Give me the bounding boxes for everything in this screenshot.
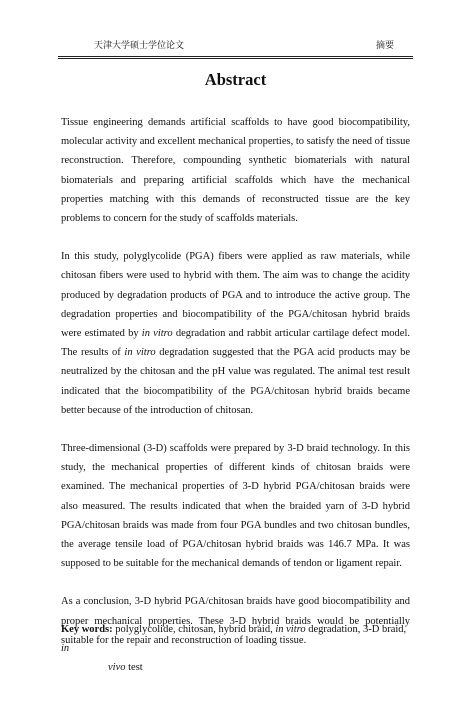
keywords-line-2 [61, 658, 410, 677]
paragraph-2-italic-b: in vitro [124, 347, 156, 359]
header-thesis-title: 天津大学硕士学位论文 [94, 41, 185, 51]
keywords-italic-1: in vitro [275, 624, 306, 635]
running-header [94, 38, 394, 51]
paragraph-4-text: As a conclusion, 3-D hybrid PGA/chitosan braids have good biocompatibility and proper mechanical properties. These 3-D hybrid braids would be potentially suitable for the repair and reconstruction of loading tissue. [61, 596, 410, 646]
paragraph-1-text: Tissue engineering demands artificial scaffolds to have good biocompatibility, molecular activity and excellent mechanical properties, to satisfy the need of tissue reconstruction. Therefore, compounding synthetic biomaterials with natural biomaterials and preparing artificial scaffolds which have the mechanical properties matching with this demands of reconstructed tissue are the key problems to concern for the study of scaffolds materials. [61, 117, 410, 225]
page-title: Abstract [204, 70, 267, 89]
keywords-italic-2: in [61, 643, 70, 655]
keywords-label: Key words: [61, 624, 113, 635]
paragraph-2-text-e: degradation suggested that the PGA acid products may be neutralized by the chitosan and the pH value was regulated. The animal test result indicated that the biocompatibility of the PGA/chitosan hybrid braids became better because of the introduction of chitosan. [61, 347, 410, 416]
header-rule [58, 56, 413, 59]
paragraph-2-text-a: In this study, polyglycolide (PGA) fibers were applied as raw materials, while chitosan fibers were used to hybrid with them. The aim was to change the acidity produced by degradation products of PGA and to introduce the active group. The degradation properties and biocompatibility of the PGA/chitosan hybrid braids were estimated by [61, 251, 410, 340]
paragraph-1 [61, 113, 410, 228]
keywords-italic-3: vivo [108, 662, 126, 674]
paragraph-2 [61, 247, 410, 420]
keywords-text-1: polyglycolide, chitosan, hybrid braid, [112, 624, 276, 635]
keywords-text-2: degradation, 3-D braid, [305, 624, 407, 635]
keywords [61, 620, 410, 678]
header-section-name: 摘要 [375, 41, 394, 51]
keywords-line-1 [61, 620, 410, 658]
paragraph-3-text: Three-dimensional (3-D) scaffolds were prepared by 3-D braid technology. In this study, the mechanical properties of different kinds of chitosan braids were examined. The mechanical properties of 3-D hybrid PGA/chitosan braids were also measured. The results indicated that when the braided yarn of 3-D hybrid PGA/chitosan braids was made from four PGA bundles and two chitosan bundles, the average tensile load of PGA/chitosan hybrid braids was 146.7 MPa. It was supposed to be suitable for the mechanical demands of tendon or ligament repair. [61, 443, 410, 570]
paragraph-3 [61, 439, 410, 573]
paragraph-2-italic-a: in vitro [141, 328, 173, 340]
keywords-text-3: test [125, 662, 143, 674]
paragraph-2-text-c: degradation and rabbit articular cartilage defect model. The results of [61, 328, 410, 359]
abstract-body [61, 113, 410, 650]
